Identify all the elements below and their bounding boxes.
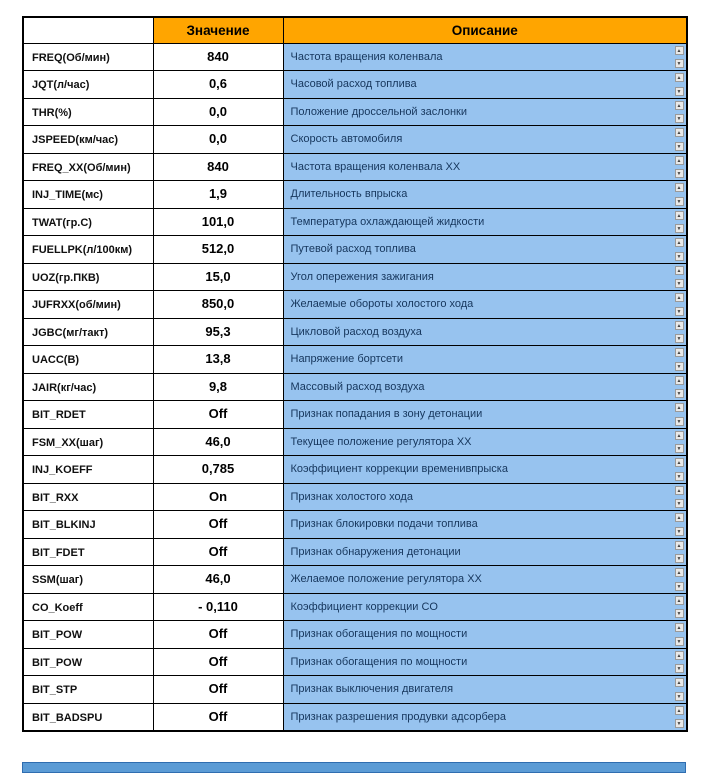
param-description-cell [283, 71, 687, 99]
scroll-up-icon[interactable]: ▲ [675, 211, 684, 220]
table-row [23, 456, 687, 484]
description-scrollbar[interactable] [674, 46, 684, 69]
param-description-cell [283, 483, 687, 511]
description-scrollbar[interactable] [674, 101, 684, 124]
scroll-down-icon[interactable]: ▼ [675, 87, 684, 96]
scroll-down-icon[interactable]: ▼ [675, 142, 684, 151]
param-value: 9,8 [208, 378, 228, 394]
param-description-cell [283, 181, 687, 209]
param-name-cell [23, 153, 153, 181]
param-description: Температура охлаждающей жидкости [290, 215, 485, 228]
scroll-up-icon[interactable]: ▲ [675, 266, 684, 275]
param-description: Длительность впрыска [290, 188, 408, 201]
param-value-cell [153, 511, 283, 539]
param-name-cell [23, 648, 153, 676]
scroll-down-icon[interactable]: ▼ [675, 609, 684, 618]
param-name-cell [23, 346, 153, 374]
param-description-cell [283, 98, 687, 126]
description-container [284, 236, 687, 263]
description-container [284, 511, 687, 538]
scroll-up-icon[interactable]: ▲ [675, 403, 684, 412]
param-name: UOZ(гр.ПКВ) [32, 271, 100, 284]
description-scrollbar[interactable] [674, 183, 684, 206]
description-container [284, 99, 687, 126]
param-value-cell [153, 263, 283, 291]
param-value: 840 [207, 48, 229, 64]
table-row [23, 236, 687, 264]
param-value: - 0,110 [198, 598, 238, 614]
scroll-down-icon[interactable]: ▼ [675, 197, 684, 206]
description-column-header: Описание [283, 17, 687, 43]
param-value-cell [153, 71, 283, 99]
scroll-up-icon[interactable]: ▲ [675, 568, 684, 577]
param-description-cell [283, 538, 687, 566]
scroll-up-icon[interactable]: ▲ [675, 513, 684, 522]
param-description: Скорость автомобиля [290, 133, 403, 146]
param-name-cell [23, 621, 153, 649]
value-column-header: Значение [153, 17, 283, 43]
description-scrollbar[interactable] [674, 266, 684, 289]
param-name-cell [23, 483, 153, 511]
description-scrollbar[interactable] [674, 156, 684, 179]
scroll-down-icon[interactable]: ▼ [675, 582, 684, 591]
scroll-down-icon[interactable]: ▼ [675, 554, 684, 563]
param-name: JSPEED(км/час) [32, 134, 119, 147]
param-description: Признак блокировки подачи топлива [290, 518, 478, 531]
scroll-up-icon[interactable]: ▲ [675, 486, 684, 495]
param-value: Off [208, 653, 228, 669]
param-description: Часовой расход топлива [290, 78, 417, 91]
param-description-cell [283, 346, 687, 374]
scroll-down-icon[interactable]: ▼ [675, 692, 684, 701]
description-container [284, 456, 687, 483]
param-name-cell [23, 43, 153, 71]
param-value: 0,0 [208, 131, 228, 147]
param-value-cell [153, 318, 283, 346]
table-row [23, 263, 687, 291]
table-row [23, 346, 687, 374]
description-container [284, 291, 687, 318]
param-description: Признак разрешения продувки адсорбера [290, 710, 506, 723]
param-description-cell [283, 291, 687, 319]
param-value: 0,6 [208, 76, 228, 92]
scroll-down-icon[interactable]: ▼ [675, 252, 684, 261]
description-scrollbar[interactable] [674, 513, 684, 536]
description-container [284, 346, 687, 373]
param-value: On [208, 488, 228, 504]
param-description-cell [283, 648, 687, 676]
scroll-up-icon[interactable]: ▲ [675, 596, 684, 605]
param-description: Массовый расход воздуха [290, 380, 425, 393]
param-description: Коэффициент коррекции временивпрыска [290, 463, 508, 476]
param-description: Напряжение бортсети [290, 353, 403, 366]
param-name-cell [23, 593, 153, 621]
scroll-up-icon[interactable]: ▲ [675, 156, 684, 165]
param-description-cell [283, 153, 687, 181]
param-name-cell [23, 428, 153, 456]
param-value: 15,0 [205, 268, 231, 284]
scroll-up-icon[interactable]: ▲ [675, 541, 684, 550]
param-name: UACC(В) [32, 354, 80, 367]
description-container [284, 704, 687, 730]
param-description: Признак обнаружения детонации [290, 545, 461, 558]
description-container [284, 264, 687, 291]
param-value-cell [153, 593, 283, 621]
param-value: Off [208, 681, 228, 697]
param-value: 0,785 [201, 461, 235, 477]
param-name-cell [23, 511, 153, 539]
param-description-cell [283, 43, 687, 71]
description-container [284, 594, 687, 621]
param-description: Желаемые обороты холостого хода [290, 298, 474, 311]
description-scrollbar[interactable] [674, 568, 684, 591]
param-name: FREQ_XX(Об/мин) [32, 161, 131, 174]
table-row [23, 593, 687, 621]
scroll-up-icon[interactable]: ▲ [675, 706, 684, 715]
param-description: Признак попадания в зону детонации [290, 408, 483, 421]
param-name: BIT_RDET [32, 409, 86, 422]
table-body [23, 43, 687, 731]
param-value-cell [153, 621, 283, 649]
scroll-down-icon[interactable]: ▼ [675, 719, 684, 728]
param-name: JAIR(кг/час) [32, 381, 97, 394]
param-description: Признак выключения двигателя [290, 683, 454, 696]
param-description: Признак холостого хода [290, 490, 413, 503]
param-name: INJ_KOEFF [32, 464, 93, 477]
param-value-cell [153, 428, 283, 456]
scroll-down-icon[interactable]: ▼ [675, 279, 684, 288]
param-value: 1,9 [208, 186, 228, 202]
table-row [23, 648, 687, 676]
param-value: 512,0 [201, 241, 235, 257]
param-name-cell [23, 676, 153, 704]
table-row [23, 43, 687, 71]
param-description-cell [283, 263, 687, 291]
param-value: 46,0 [205, 571, 231, 587]
scroll-up-icon[interactable]: ▲ [675, 293, 684, 302]
scroll-up-icon[interactable]: ▲ [675, 46, 684, 55]
param-name-cell [23, 208, 153, 236]
param-value: 13,8 [205, 351, 231, 367]
param-description-cell [283, 621, 687, 649]
horizontal-scrollbar[interactable] [22, 762, 686, 773]
description-container [284, 649, 687, 676]
param-description: Путевой расход топлива [290, 243, 416, 256]
param-description: Признак обогащения по мощности [290, 655, 468, 668]
scroll-up-icon[interactable]: ▲ [675, 376, 684, 385]
param-value-cell [153, 181, 283, 209]
param-value: 95,3 [205, 323, 231, 339]
param-name-cell [23, 126, 153, 154]
param-description: Признак обогащения по мощности [290, 628, 468, 641]
param-value: 840 [207, 158, 229, 174]
param-description-cell [283, 373, 687, 401]
scroll-down-icon[interactable]: ▼ [675, 444, 684, 453]
param-description-cell [283, 428, 687, 456]
param-value-cell [153, 236, 283, 264]
param-value: 46,0 [205, 433, 231, 449]
scroll-down-icon[interactable]: ▼ [675, 472, 684, 481]
scroll-up-icon[interactable]: ▲ [675, 651, 684, 660]
param-description-cell [283, 208, 687, 236]
param-value-cell [153, 373, 283, 401]
param-name-cell [23, 236, 153, 264]
table-row [23, 483, 687, 511]
description-container [284, 126, 687, 153]
param-value-cell [153, 676, 283, 704]
scroll-down-icon[interactable]: ▼ [675, 59, 684, 68]
table-row [23, 71, 687, 99]
param-name-cell [23, 538, 153, 566]
param-description-cell [283, 318, 687, 346]
table-row [23, 538, 687, 566]
param-name-cell [23, 71, 153, 99]
param-value: Off [208, 708, 228, 724]
param-column-header [23, 17, 153, 43]
scroll-down-icon[interactable]: ▼ [675, 664, 684, 673]
param-description: Цикловой расход воздуха [290, 325, 422, 338]
description-container [284, 676, 687, 703]
param-name: BIT_BADSPU [32, 711, 103, 724]
param-description-cell [283, 593, 687, 621]
table-row [23, 208, 687, 236]
param-value: Off [208, 516, 228, 532]
param-name: FREQ(Об/мин) [32, 51, 110, 64]
param-name: BIT_RXX [32, 491, 79, 504]
description-scrollbar[interactable] [674, 486, 684, 509]
param-description-cell [283, 511, 687, 539]
param-name-cell [23, 291, 153, 319]
scroll-down-icon[interactable]: ▼ [675, 389, 684, 398]
description-scrollbar[interactable] [674, 348, 684, 371]
description-container [284, 401, 687, 428]
param-description: Угол опережения зажигания [290, 270, 434, 283]
description-container [284, 566, 687, 593]
scroll-up-icon[interactable]: ▲ [675, 431, 684, 440]
param-name: JUFRXX(об/мин) [32, 299, 121, 312]
table-row [23, 621, 687, 649]
param-value-cell [153, 648, 283, 676]
description-scrollbar[interactable] [674, 678, 684, 701]
param-value-cell [153, 291, 283, 319]
table-row [23, 126, 687, 154]
description-scrollbar[interactable] [674, 73, 684, 96]
param-value: Off [208, 543, 228, 559]
param-name: BIT_FDET [32, 546, 85, 559]
scroll-up-icon[interactable]: ▲ [675, 623, 684, 632]
table-row [23, 703, 687, 731]
param-value-cell [153, 538, 283, 566]
description-container [284, 621, 687, 648]
param-description: Желаемое положение регулятора XX [290, 573, 482, 586]
param-name: JGBC(мг/такт) [32, 326, 109, 339]
description-container [284, 319, 687, 346]
param-value-cell [153, 703, 283, 731]
param-description: Коэффициент коррекции CO [290, 600, 438, 613]
param-name-cell [23, 263, 153, 291]
param-name: BIT_POW [32, 656, 83, 669]
param-name-cell [23, 181, 153, 209]
param-name-cell [23, 566, 153, 594]
diagnostics-table [22, 16, 688, 732]
scroll-up-icon[interactable]: ▲ [675, 458, 684, 467]
param-name: BIT_POW [32, 629, 83, 642]
description-scrollbar[interactable] [674, 403, 684, 426]
description-scrollbar[interactable] [674, 431, 684, 454]
scroll-down-icon[interactable]: ▼ [675, 114, 684, 123]
scroll-up-icon[interactable]: ▲ [675, 128, 684, 137]
table-row [23, 428, 687, 456]
param-value-cell [153, 153, 283, 181]
table-row [23, 676, 687, 704]
param-name: BIT_BLKINJ [32, 519, 96, 532]
description-scrollbar[interactable] [674, 321, 684, 344]
scroll-up-icon[interactable]: ▲ [675, 321, 684, 330]
header-row [23, 17, 687, 43]
param-name: CO_Koeff [32, 601, 83, 614]
param-name: BIT_STP [32, 684, 78, 697]
table-row [23, 181, 687, 209]
param-description: Текущее положение регулятора XX [290, 435, 472, 448]
description-container [284, 154, 687, 181]
scroll-up-icon[interactable]: ▲ [675, 73, 684, 82]
scroll-down-icon[interactable]: ▼ [675, 334, 684, 343]
scroll-down-icon[interactable]: ▼ [675, 637, 684, 646]
scroll-down-icon[interactable]: ▼ [675, 499, 684, 508]
param-name: FSM_XX(шаг) [32, 436, 104, 449]
description-scrollbar[interactable] [674, 238, 684, 261]
param-name-cell [23, 401, 153, 429]
description-scrollbar[interactable] [674, 541, 684, 564]
table-row [23, 566, 687, 594]
description-scrollbar[interactable] [674, 458, 684, 481]
table-row [23, 291, 687, 319]
param-description-cell [283, 236, 687, 264]
scroll-down-icon[interactable]: ▼ [675, 362, 684, 371]
param-name-cell [23, 703, 153, 731]
description-scrollbar[interactable] [674, 128, 684, 151]
param-name-cell [23, 373, 153, 401]
param-description-cell [283, 566, 687, 594]
param-description-cell [283, 676, 687, 704]
param-name-cell [23, 456, 153, 484]
description-container [284, 44, 687, 71]
param-value-cell [153, 98, 283, 126]
param-description-cell [283, 401, 687, 429]
param-name: THR(%) [32, 106, 72, 119]
description-container [284, 374, 687, 401]
param-value: Off [208, 406, 228, 422]
param-name: INJ_TIME(мс) [32, 189, 103, 202]
description-container [284, 484, 687, 511]
param-value-cell [153, 456, 283, 484]
param-value: 850,0 [201, 296, 235, 312]
param-description: Частота вращения коленвала [290, 50, 443, 63]
scroll-up-icon[interactable]: ▲ [675, 348, 684, 357]
description-scrollbar[interactable] [674, 293, 684, 316]
param-value-cell [153, 483, 283, 511]
param-description-cell [283, 703, 687, 731]
param-value-cell [153, 43, 283, 71]
param-name: JQT(л/час) [32, 79, 90, 92]
description-container [284, 71, 687, 98]
description-scrollbar[interactable] [674, 376, 684, 399]
description-container [284, 539, 687, 566]
param-description-cell [283, 126, 687, 154]
param-value: Off [208, 626, 228, 642]
description-scrollbar[interactable] [674, 706, 684, 728]
description-container [284, 429, 687, 456]
param-name-cell [23, 318, 153, 346]
description-scrollbar[interactable] [674, 596, 684, 619]
scroll-up-icon[interactable]: ▲ [675, 183, 684, 192]
scroll-up-icon[interactable]: ▲ [675, 101, 684, 110]
table-row [23, 98, 687, 126]
table-row [23, 373, 687, 401]
param-value: 0,0 [208, 103, 228, 119]
param-name-cell [23, 98, 153, 126]
description-container [284, 209, 687, 236]
description-scrollbar[interactable] [674, 623, 684, 646]
scroll-down-icon[interactable]: ▼ [675, 527, 684, 536]
scroll-down-icon[interactable]: ▼ [675, 417, 684, 426]
description-scrollbar[interactable] [674, 651, 684, 674]
param-value: 101,0 [201, 213, 235, 229]
scroll-down-icon[interactable]: ▼ [675, 307, 684, 316]
scroll-up-icon[interactable]: ▲ [675, 238, 684, 247]
param-name: FUELLPK(л/100км) [32, 244, 133, 257]
description-scrollbar[interactable] [674, 211, 684, 234]
description-container [284, 181, 687, 208]
scroll-down-icon[interactable]: ▼ [675, 169, 684, 178]
param-name: TWAT(гр.С) [32, 216, 92, 229]
param-description-cell [283, 456, 687, 484]
table-row [23, 511, 687, 539]
param-value-cell [153, 401, 283, 429]
scroll-down-icon[interactable]: ▼ [675, 224, 684, 233]
table-row [23, 153, 687, 181]
param-name: SSM(шаг) [32, 574, 84, 587]
scroll-up-icon[interactable]: ▲ [675, 678, 684, 687]
table-row [23, 401, 687, 429]
table-row [23, 318, 687, 346]
param-description: Положение дроссельной заслонки [290, 105, 467, 118]
param-value-cell [153, 208, 283, 236]
param-description: Частота вращения коленвала XX [290, 160, 461, 173]
param-value-cell [153, 566, 283, 594]
param-value-cell [153, 126, 283, 154]
param-value-cell [153, 346, 283, 374]
